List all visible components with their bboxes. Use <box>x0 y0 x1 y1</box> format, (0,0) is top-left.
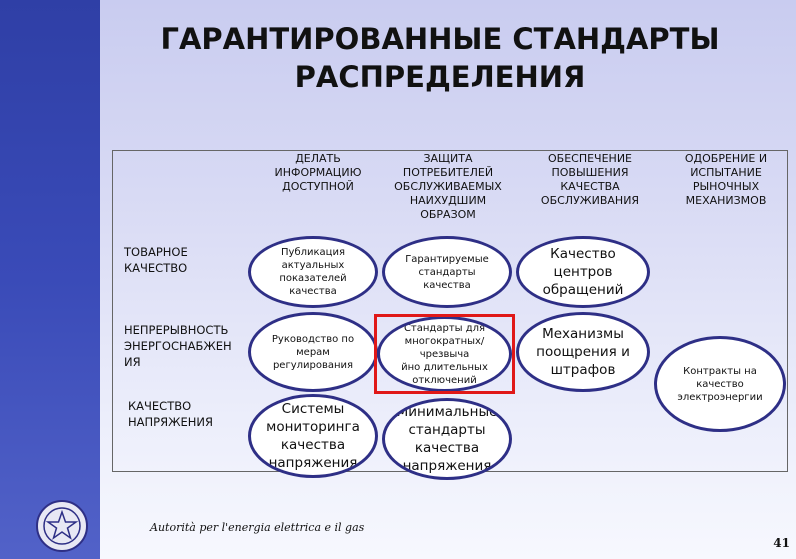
oval-publication-indicators: Публикация актуальных показателей качества <box>248 236 378 308</box>
row-label-commercial-quality: ТОВАРНОЕ КАЧЕСТВО <box>124 245 188 275</box>
oval-regulation-guidance: Руководство по мерам регулирования <box>248 312 378 392</box>
column-header-information: ДЕЛАТЬ ИНФОРМАЦИЮ ДОСТУПНОЙ <box>274 152 362 193</box>
page-number: 41 <box>773 536 790 550</box>
oval-guaranteed-standards: Гарантируемые стандарты качества <box>382 236 512 308</box>
oval-quality-contracts: Контракты на качество электроэнергии <box>654 336 786 432</box>
column-header-consumer-protection: ЗАЩИТА ПОТРЕБИТЕЛЕЙ ОБСЛУЖИВАЕМЫХ НАИХУДШИМ ОБРАЗОМ <box>394 152 502 221</box>
column-header-service-quality: ОБЕСПЕЧЕНИЕ ПОВЫШЕНИЯ КАЧЕСТВА ОБСЛУЖИВАНИЯ <box>540 152 640 207</box>
highlight-box <box>374 314 515 394</box>
republic-emblem-icon <box>30 498 94 554</box>
oval-incentive-mechanisms: Механизмы поощрения и штрафов <box>516 312 650 392</box>
column-header-market-mechanisms: ОДОБРЕНИЕ И ИСПЫТАНИЕ РЫНОЧНЫХ МЕХАНИЗМОВ <box>684 152 768 207</box>
oval-minimum-standards: Минимальные стандарты качества напряжения <box>382 398 512 480</box>
oval-outage-standards: Стандарты для многократных/чрезвыча йно длительных отключений <box>377 316 512 392</box>
slide-title: ГАРАНТИРОВАННЫЕ СТАНДАРТЫ РАСПРЕДЕЛЕНИЯ <box>160 22 720 94</box>
oval-monitoring-systems: Системы мониторинга качества напряжения <box>248 394 378 478</box>
left-sidebar-band <box>0 0 100 559</box>
row-label-continuity: НЕПРЕРЫВНОСТЬ ЭНЕРГОСНАБЖЕН ИЯ <box>124 323 232 369</box>
row-label-voltage-quality: КАЧЕСТВО НАПРЯЖЕНИЯ <box>128 399 213 429</box>
oval-call-center-quality: Качество центров обращений <box>516 236 650 308</box>
footer-organization: Autorità per l'energia elettrica e il gas <box>150 521 365 534</box>
